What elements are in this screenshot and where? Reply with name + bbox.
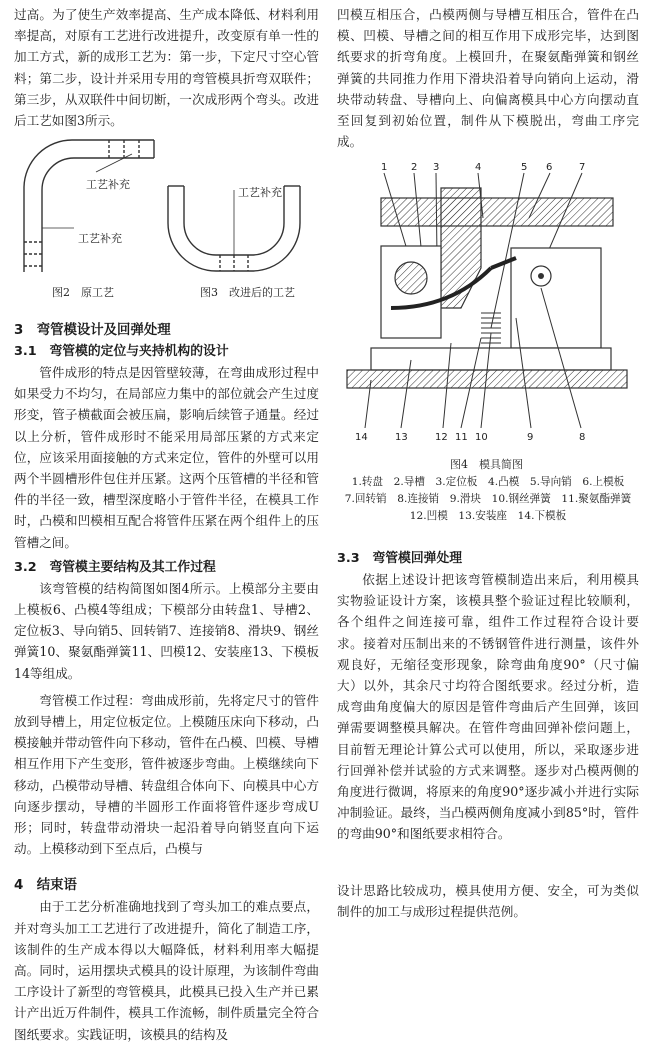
figure-4-legend-line: 1.转盘 2.导槽 3.定位板 4.凸模 5.导向销 6.上模板	[351, 476, 625, 488]
section-4-body: 由于工艺分析准确地找到了弯头加工的难点要点，并对弯头加工工艺进行了改进提升，简化了制造工序，该制件的生产成本得以大幅降低，材料利用率大幅提高。同时，运用摆块式模具的设计原理，为该制件弯曲工序设计了新型的弯管模具，此模具已投入生产并已累计产出近万件制件，模具工作流畅，制件质量完全符合图纸要求。实践证明，该模具的结构及	[14, 899, 319, 1042]
fig4-num-12: 12	[435, 432, 448, 443]
figure-2-label-bottom: 工艺补充	[78, 232, 122, 245]
fig4-num-11: 11	[455, 432, 468, 443]
fig4-num-13: 13	[395, 432, 408, 443]
left-column-sections	[14, 320, 319, 1045]
section-3-heading: 3 弯管模设计及回弹处理	[14, 323, 171, 338]
figure-4-legend-line: 12.凹模 13.安装座 14.下模板	[409, 510, 567, 522]
figure-4-caption: 图4 模具简图	[450, 458, 523, 471]
fig4-num-7: 7	[579, 162, 586, 173]
fig4-num-3: 3	[433, 162, 440, 173]
figure-3-label: 工艺补充	[238, 186, 282, 199]
paragraph-process-continued: 凹模互相压合，凸模两侧与导槽互相压合，管件在凸模、凹模、导槽之间的相互作用下成形完毕，达到图纸要求的折弯角度。上模回升，在聚氨酯弹簧和钢丝弹簧的共同推力作用下滑块沿着导向销向上运动，滑块带动转盘、导槽向上、向偏离模具中心方向摆动直至回复到初始位置，制件从下模脱出，弯曲工序完成。	[337, 7, 639, 150]
figure-2-original-process	[14, 132, 164, 282]
figure-2-caption: 图2 原工艺	[52, 286, 114, 299]
right-column-section-3-3	[337, 548, 639, 845]
paragraph-conclusion-continued: 设计思路比较成功，模具使用方便、安全，可为类似制件的加工与成形过程提供范例。	[337, 883, 639, 920]
section-4-heading: 4 结束语	[14, 878, 77, 894]
fig4-num-1: 1	[381, 162, 388, 173]
right-column-closing	[337, 880, 639, 922]
fig4-num-2: 2	[411, 162, 418, 173]
right-column	[337, 4, 639, 152]
fig4-num-14: 14	[355, 432, 368, 443]
section-3-3-body: 依据上述设计把该弯管模制造出来后，利用模具实物验证设计方案，该模具整个验证过程比较顺利，各个组件之间连接可靠，组件工作过程符合设计要求。接着对压制出来的不锈钢管件进行测量，该件外观良好，无缩径变形现象，除弯曲角度90°（尺寸偏大）以外，其余尺寸均符合图纸要求。经过分析，造成弯曲角度偏大的原因是管件弯曲后产生回弹，该回弹需要调整模具解决。在管件弯曲回弹补偿问题上，目前暂无理论计算公式可以使用，所以，采取逐步进行回弹补偿并试验的方式来调整。逐步对凸模两侧的角度进行微调，将原来的角度90°逐步减小并进行实际冲制验证。最终，当凸模两侧角度减小到85°时，管件的弯曲90°和图纸要求相符合。	[337, 572, 639, 842]
section-3-3-heading: 3.3 弯管模回弹处理	[337, 551, 463, 566]
fig4-num-6: 6	[546, 162, 553, 173]
figure-3-caption: 图3 改进后的工艺	[200, 286, 295, 299]
fig4-num-4: 4	[475, 162, 482, 173]
section-3-2-body-1: 该弯管模的结构简图如图4所示。上模部分主要由上模板6、凸模4等组成；下模部分由转盘1、导槽2、定位板3、导向销5、回转销7、连接销8、滑块9、钢丝弹簧10、聚氨酯弹簧11、凹模12、安装座13、下模板14等组成。	[14, 580, 319, 681]
section-3-1-body: 管件成形的特点是因管壁较薄，在弯曲成形过程中如果受力不均匀，在局部应力集中的部位就会产生过度形变，管子横截面会被压扁，影响后续管子通量。经过以上分析，管件成形时不能采用局部压紧的方式来定位，应该采用面接触的方式来定位，管件的外壁可以用两个半圆槽形件包住并压紧。这两个压管槽的半径和管件的半径一致，槽型深度略小于管件半径，在模具工作时，凸模和凹模相互配合将管件压紧在两个组件上的压管槽之间。	[14, 365, 319, 550]
fig4-num-5: 5	[521, 162, 528, 173]
figure-4-mold-diagram	[341, 158, 631, 448]
figure-3-improved-process	[160, 178, 310, 278]
paragraph-intro-continued: 过高。为了使生产效率提高、生产成本降低、材料利用率提高，对原有工艺进行改进提升，改变原有单一性的加工方式，新的成形工艺为：第一步，下定尺寸空心管料；第二步，设计并采用专用的弯管模具折弯双联件；第三步，从双联件中间切断，一次成形两个弯头。改进后工艺如图3所示。	[14, 7, 319, 129]
section-3-1-heading: 3.1 弯管模的定位与夹持机构的设计	[14, 344, 229, 359]
fig4-num-8: 8	[579, 432, 586, 443]
section-3-2-body-2: 弯管模工作过程：弯曲成形前，先将定尺寸的管件放到导槽上，用定位板定位。上模随压床向下移动，凸模接触并带动管件向下移动，管件在凸模、凹模、导槽相互作用下产生变形，管件被逐步弯曲。上模继续向下移动，凸模带动导槽、转盘组合体向下、向模具中心方向逐步摆动，导槽的半圆形工作面将管件逐步弯成U形；同时，转盘带动滑块一起沿着导向销竖直向下运动。上模移动到下至点后，凸模与	[14, 692, 319, 857]
section-3-2-heading: 3.2 弯管模主要结构及其工作过程	[14, 559, 216, 575]
figure-4-legend-line: 7.回转销 8.连接销 9.滑块 10.钢丝弹簧 11.聚氨酯弹簧	[344, 493, 632, 505]
figure-4-legend	[332, 474, 644, 525]
figure-2-label-top: 工艺补充	[86, 178, 130, 191]
fig4-num-10: 10	[475, 432, 488, 443]
fig4-num-9: 9	[527, 432, 534, 443]
left-column	[14, 4, 319, 131]
